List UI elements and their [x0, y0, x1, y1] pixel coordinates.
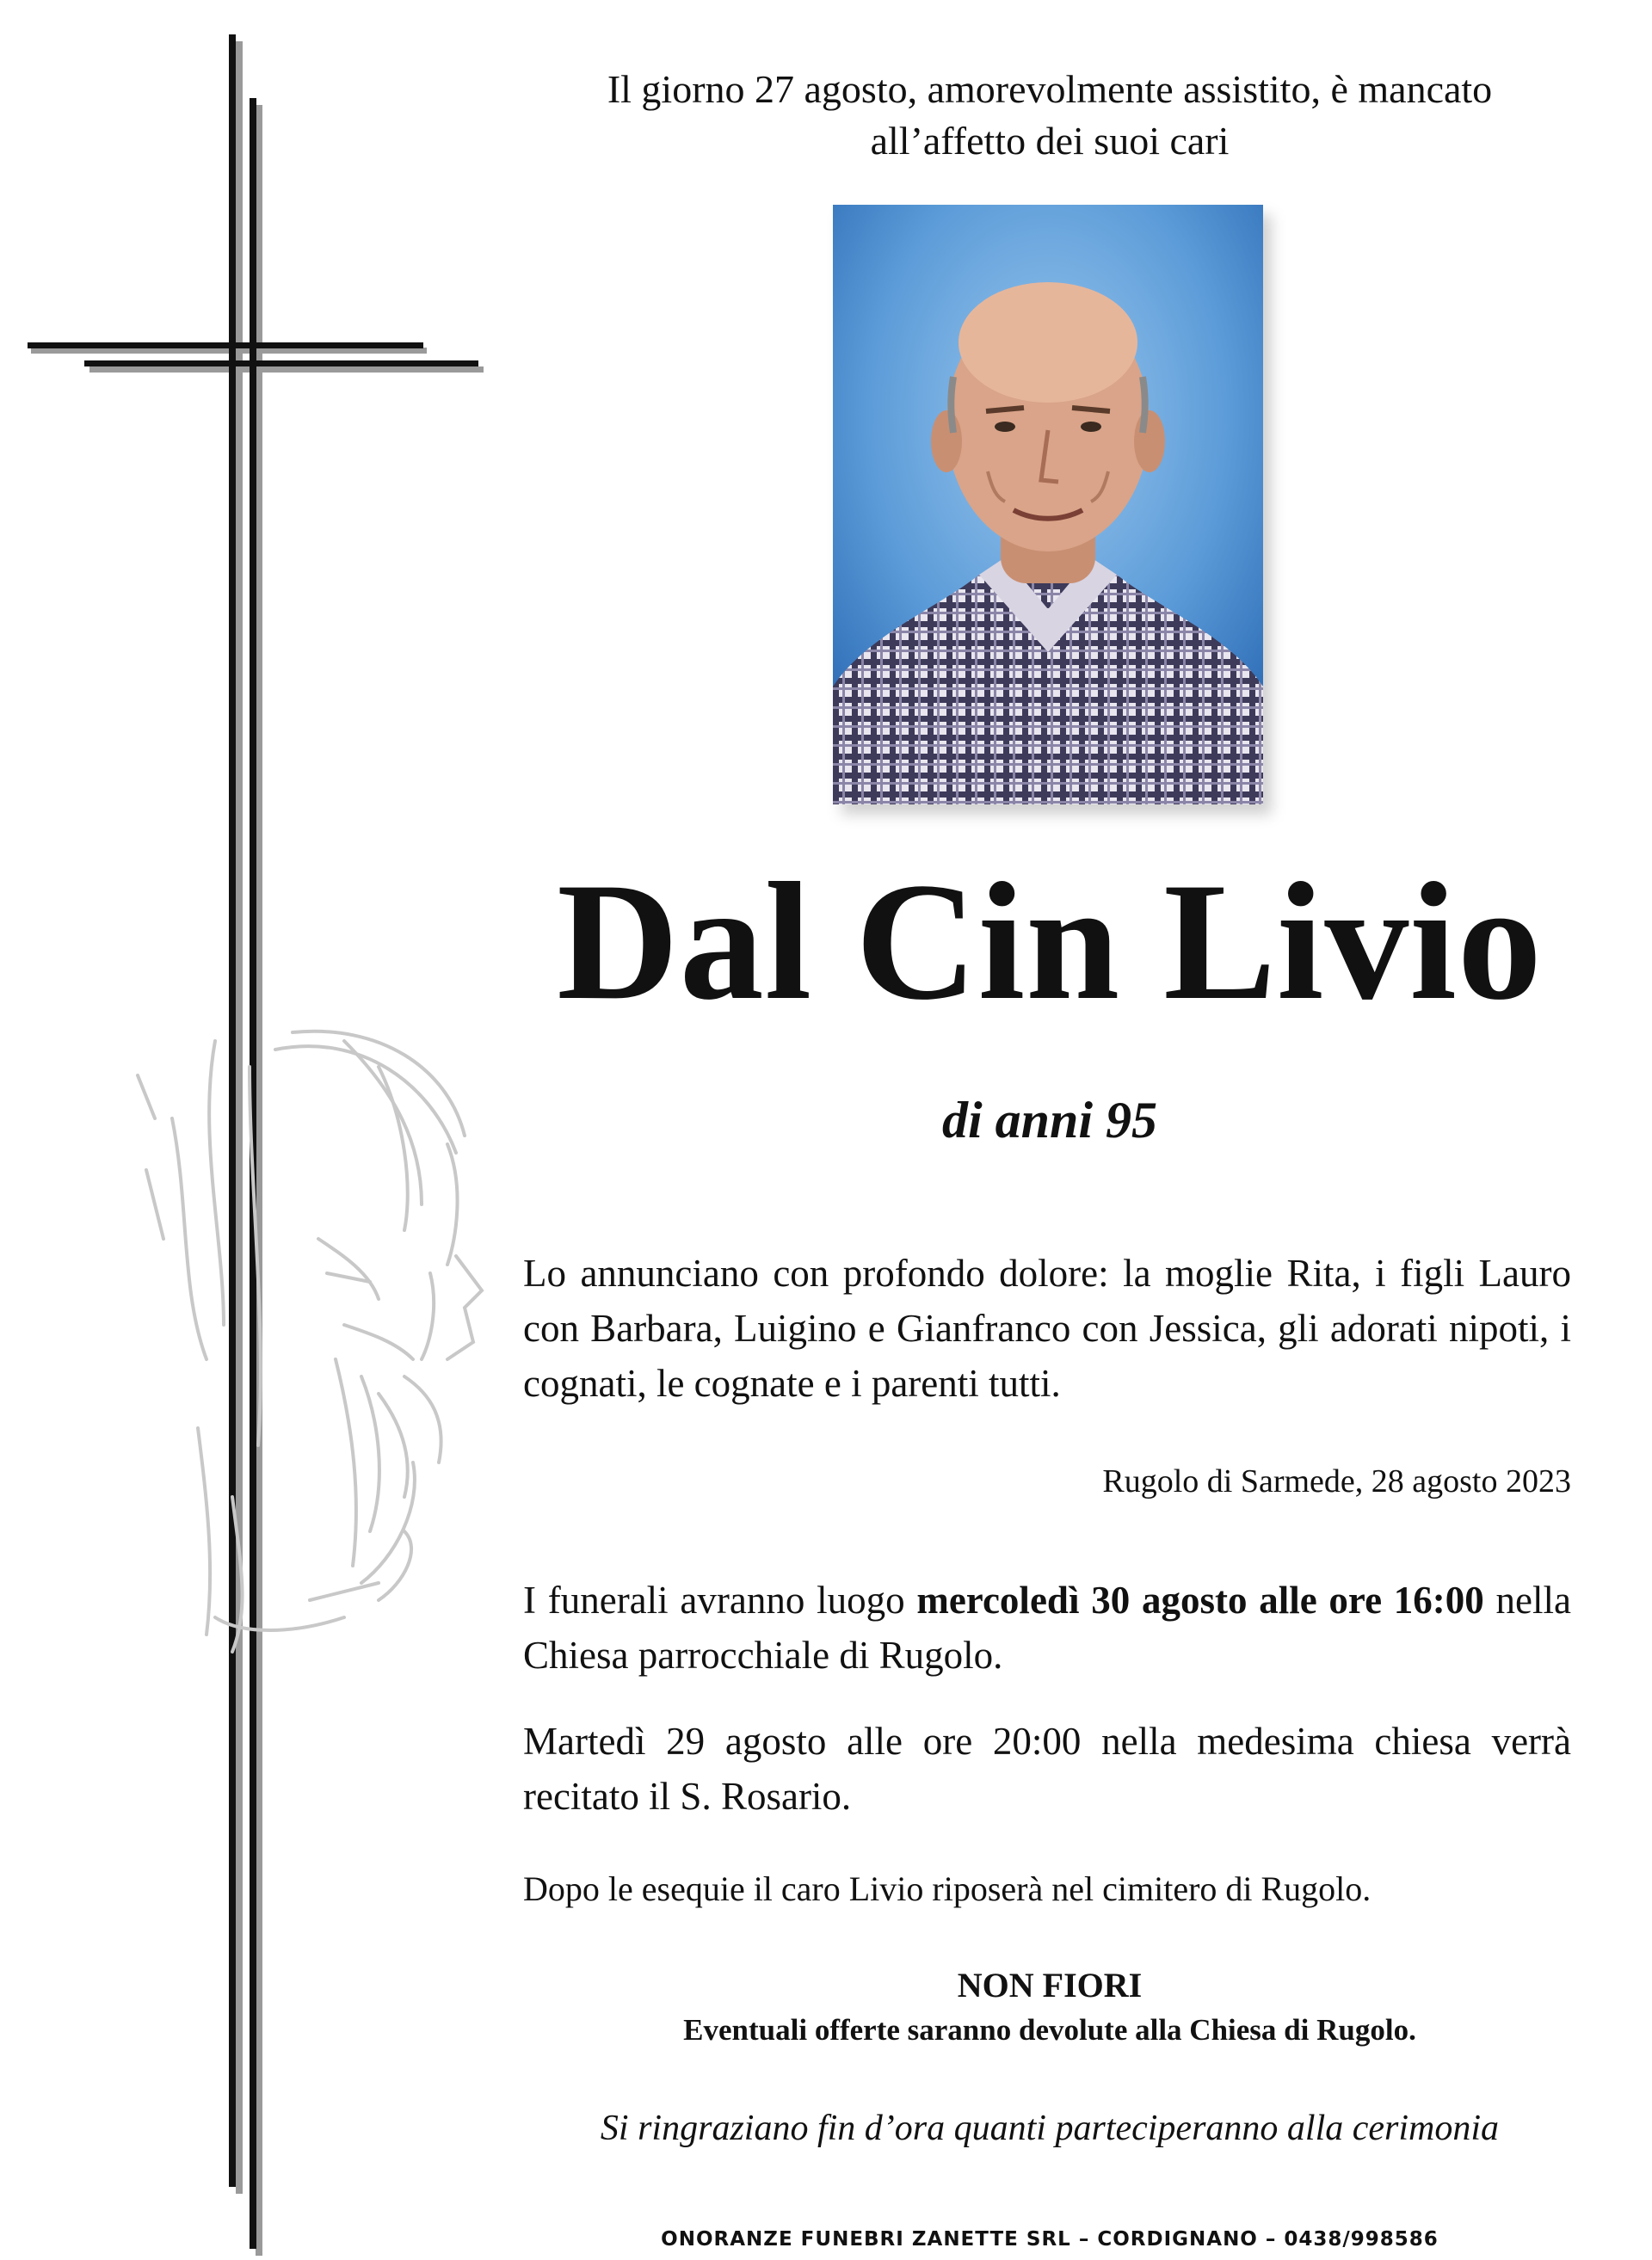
thanks-line: Si ringraziano fin d’ora quanti parteciperanno alla cerimonia	[600, 2109, 1500, 2148]
place-date: Rugolo di Sarmede, 28 agosto 2023	[1102, 1463, 1571, 1499]
funeral-datetime: mercoledì 30 agosto alle ore 16:00	[916, 1579, 1484, 1622]
deceased-age: di anni 95	[941, 1092, 1158, 1148]
christ-face-sketch	[120, 1015, 499, 1669]
deceased-name: Dal Cin Livio	[557, 848, 1543, 1035]
portrait-photo	[833, 205, 1263, 804]
intro-text	[516, 64, 1583, 167]
offerings-note: Eventuali offerte saranno devolute alla Chiesa di Rugolo.	[683, 2013, 1416, 2047]
announcement-paragraph: Lo annunciano con profondo dolore: la moglie Rita, i figli Lauro con Barbara, Luigino e Gianfranco con Jessica, gli adorati nipoti, i cognati, le cognate e i parenti tutti.	[523, 1252, 1571, 1405]
rosary-paragraph: Martedì 29 agosto alle ore 20:00 nella medesima chiesa verrà recitato il S. Rosario.	[523, 1720, 1571, 1818]
no-flowers-title: NON FIORI	[957, 1966, 1143, 2004]
funeral-prefix: I funerali avranno luogo	[523, 1579, 917, 1622]
burial-paragraph: Dopo le esequie il caro Livio riposerà nel cimitero di Rugolo.	[523, 1869, 1372, 1908]
funeral-home-footer: ONORANZE FUNEBRI ZANETTE SRL – CORDIGNANO – 0438/998586	[661, 2228, 1439, 2251]
intro-line-2: all’affetto dei suoi cari	[870, 119, 1230, 163]
intro-line-1: Il giorno 27 agosto, amorevolmente assistito, è mancato	[607, 67, 1493, 111]
funeral-suffix: nella Chiesa parrocchiale di Rugolo.	[523, 1579, 1571, 1677]
funeral-paragraph	[523, 1573, 1571, 1683]
